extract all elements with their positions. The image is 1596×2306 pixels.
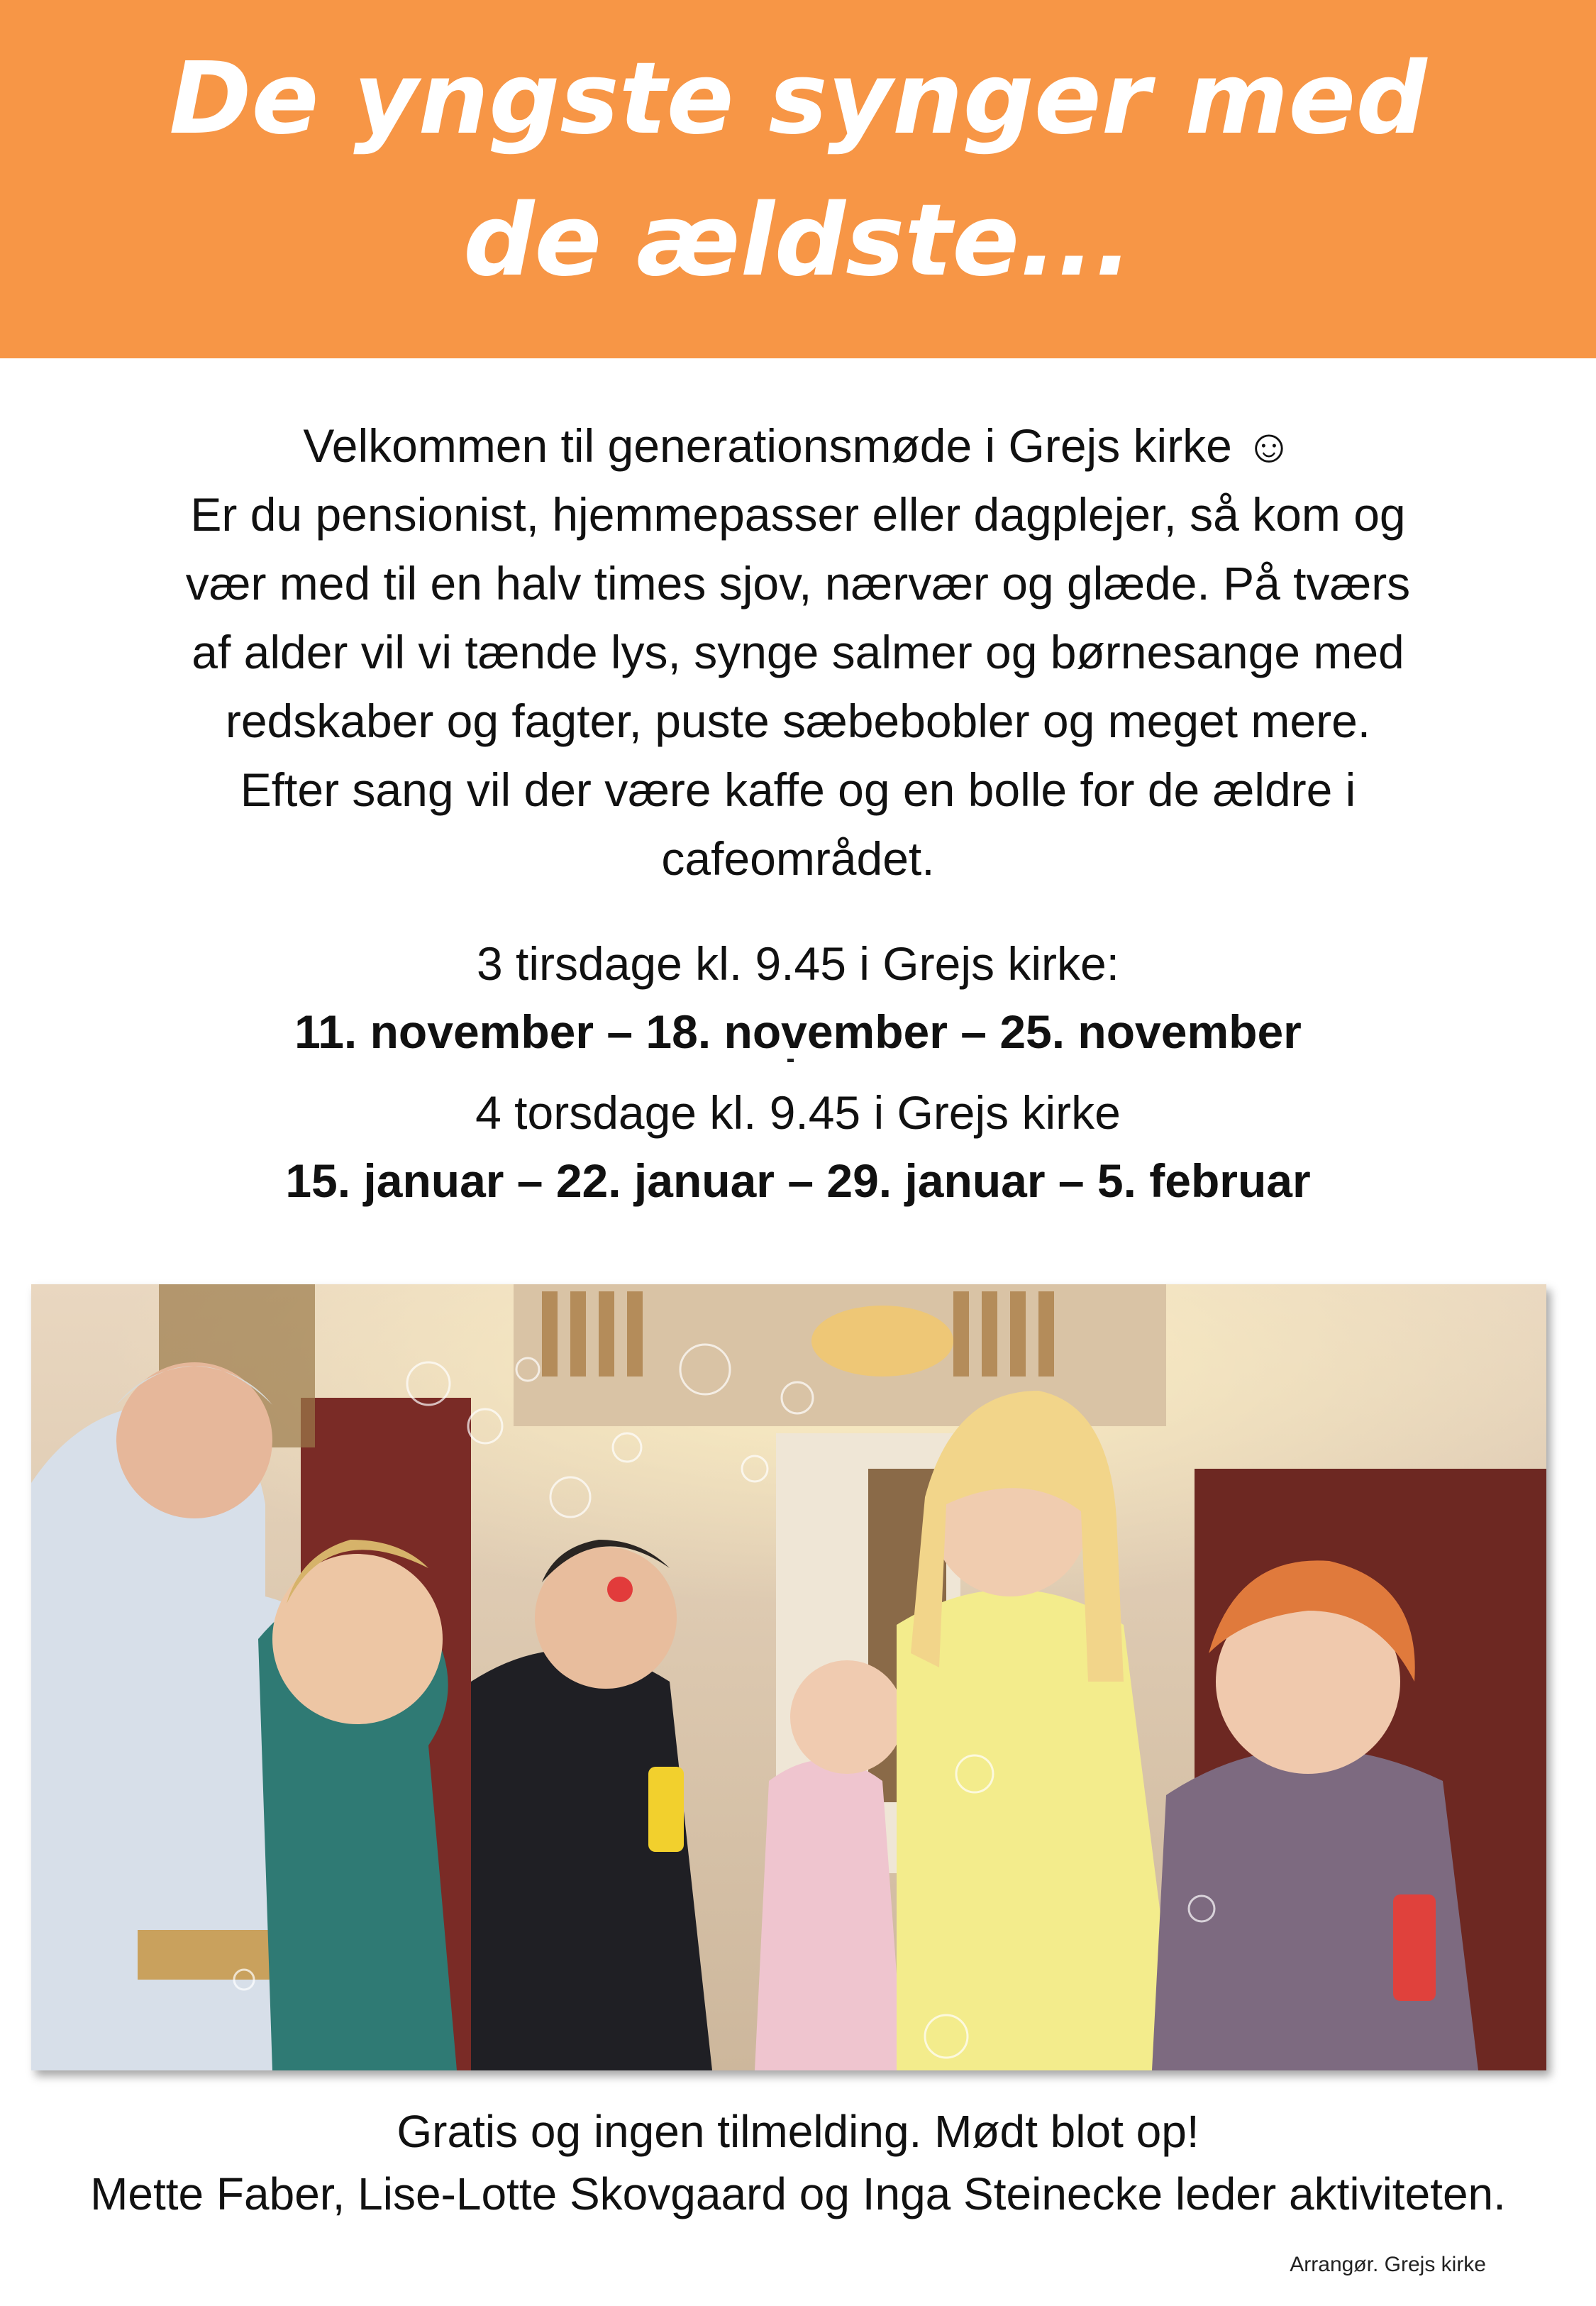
intro-line: redskaber og fagter, puste sæbebobler og meget mere. bbox=[225, 695, 1371, 747]
thursday-schedule-label: 4 torsdage kl. 9.45 i Grejs kirke bbox=[475, 1086, 1121, 1139]
stray-dash-mark bbox=[787, 1059, 794, 1062]
tuesday-schedule bbox=[0, 929, 1596, 1066]
organizer-note: Arrangør. Grejs kirke bbox=[1290, 2253, 1486, 2276]
intro-line: Velkommen til generationsmøde i Grejs kirke ☺ bbox=[303, 419, 1293, 472]
page-title-line-2: de ældste... bbox=[463, 183, 1133, 299]
tuesday-schedule-label: 3 tirsdage kl. 9.45 i Grejs kirke: bbox=[476, 937, 1120, 990]
intro-line: Efter sang vil der være kaffe og en bolle for de ældre i bbox=[240, 763, 1356, 816]
intro-line: Er du pensionist, hjemmepasser eller dagplejer, så kom og bbox=[190, 488, 1406, 541]
thursday-schedule bbox=[0, 1078, 1596, 1215]
intro-line: af alder vil vi tænde lys, synge salmer og børnesange med bbox=[192, 626, 1404, 678]
thursday-dates: 15. januar – 22. januar – 29. januar – 5. februar bbox=[285, 1154, 1311, 1207]
page-title bbox=[0, 28, 1596, 312]
tuesday-dates: 11. november – 18. november – 25. november bbox=[294, 1005, 1302, 1058]
intro-line: cafeområdet. bbox=[661, 832, 935, 885]
event-photo bbox=[31, 1284, 1546, 2070]
page-title-line-1: De yngste synger med bbox=[169, 41, 1427, 157]
footer-line-1: Gratis og ingen tilmelding. Mødt blot op! bbox=[397, 2106, 1199, 2157]
intro-line: vær med til en halv times sjov, nærvær og glæde. På tværs bbox=[185, 557, 1411, 609]
footer-text bbox=[0, 2100, 1596, 2225]
intro-text bbox=[57, 412, 1539, 893]
footer-line-2: Mette Faber, Lise-Lotte Skovgaard og Inga Steinecke leder aktiviteten. bbox=[90, 2168, 1506, 2219]
photo-of-children-and-elderly-blowing-soap-bubbles-in-church-icon bbox=[31, 1284, 1546, 2070]
